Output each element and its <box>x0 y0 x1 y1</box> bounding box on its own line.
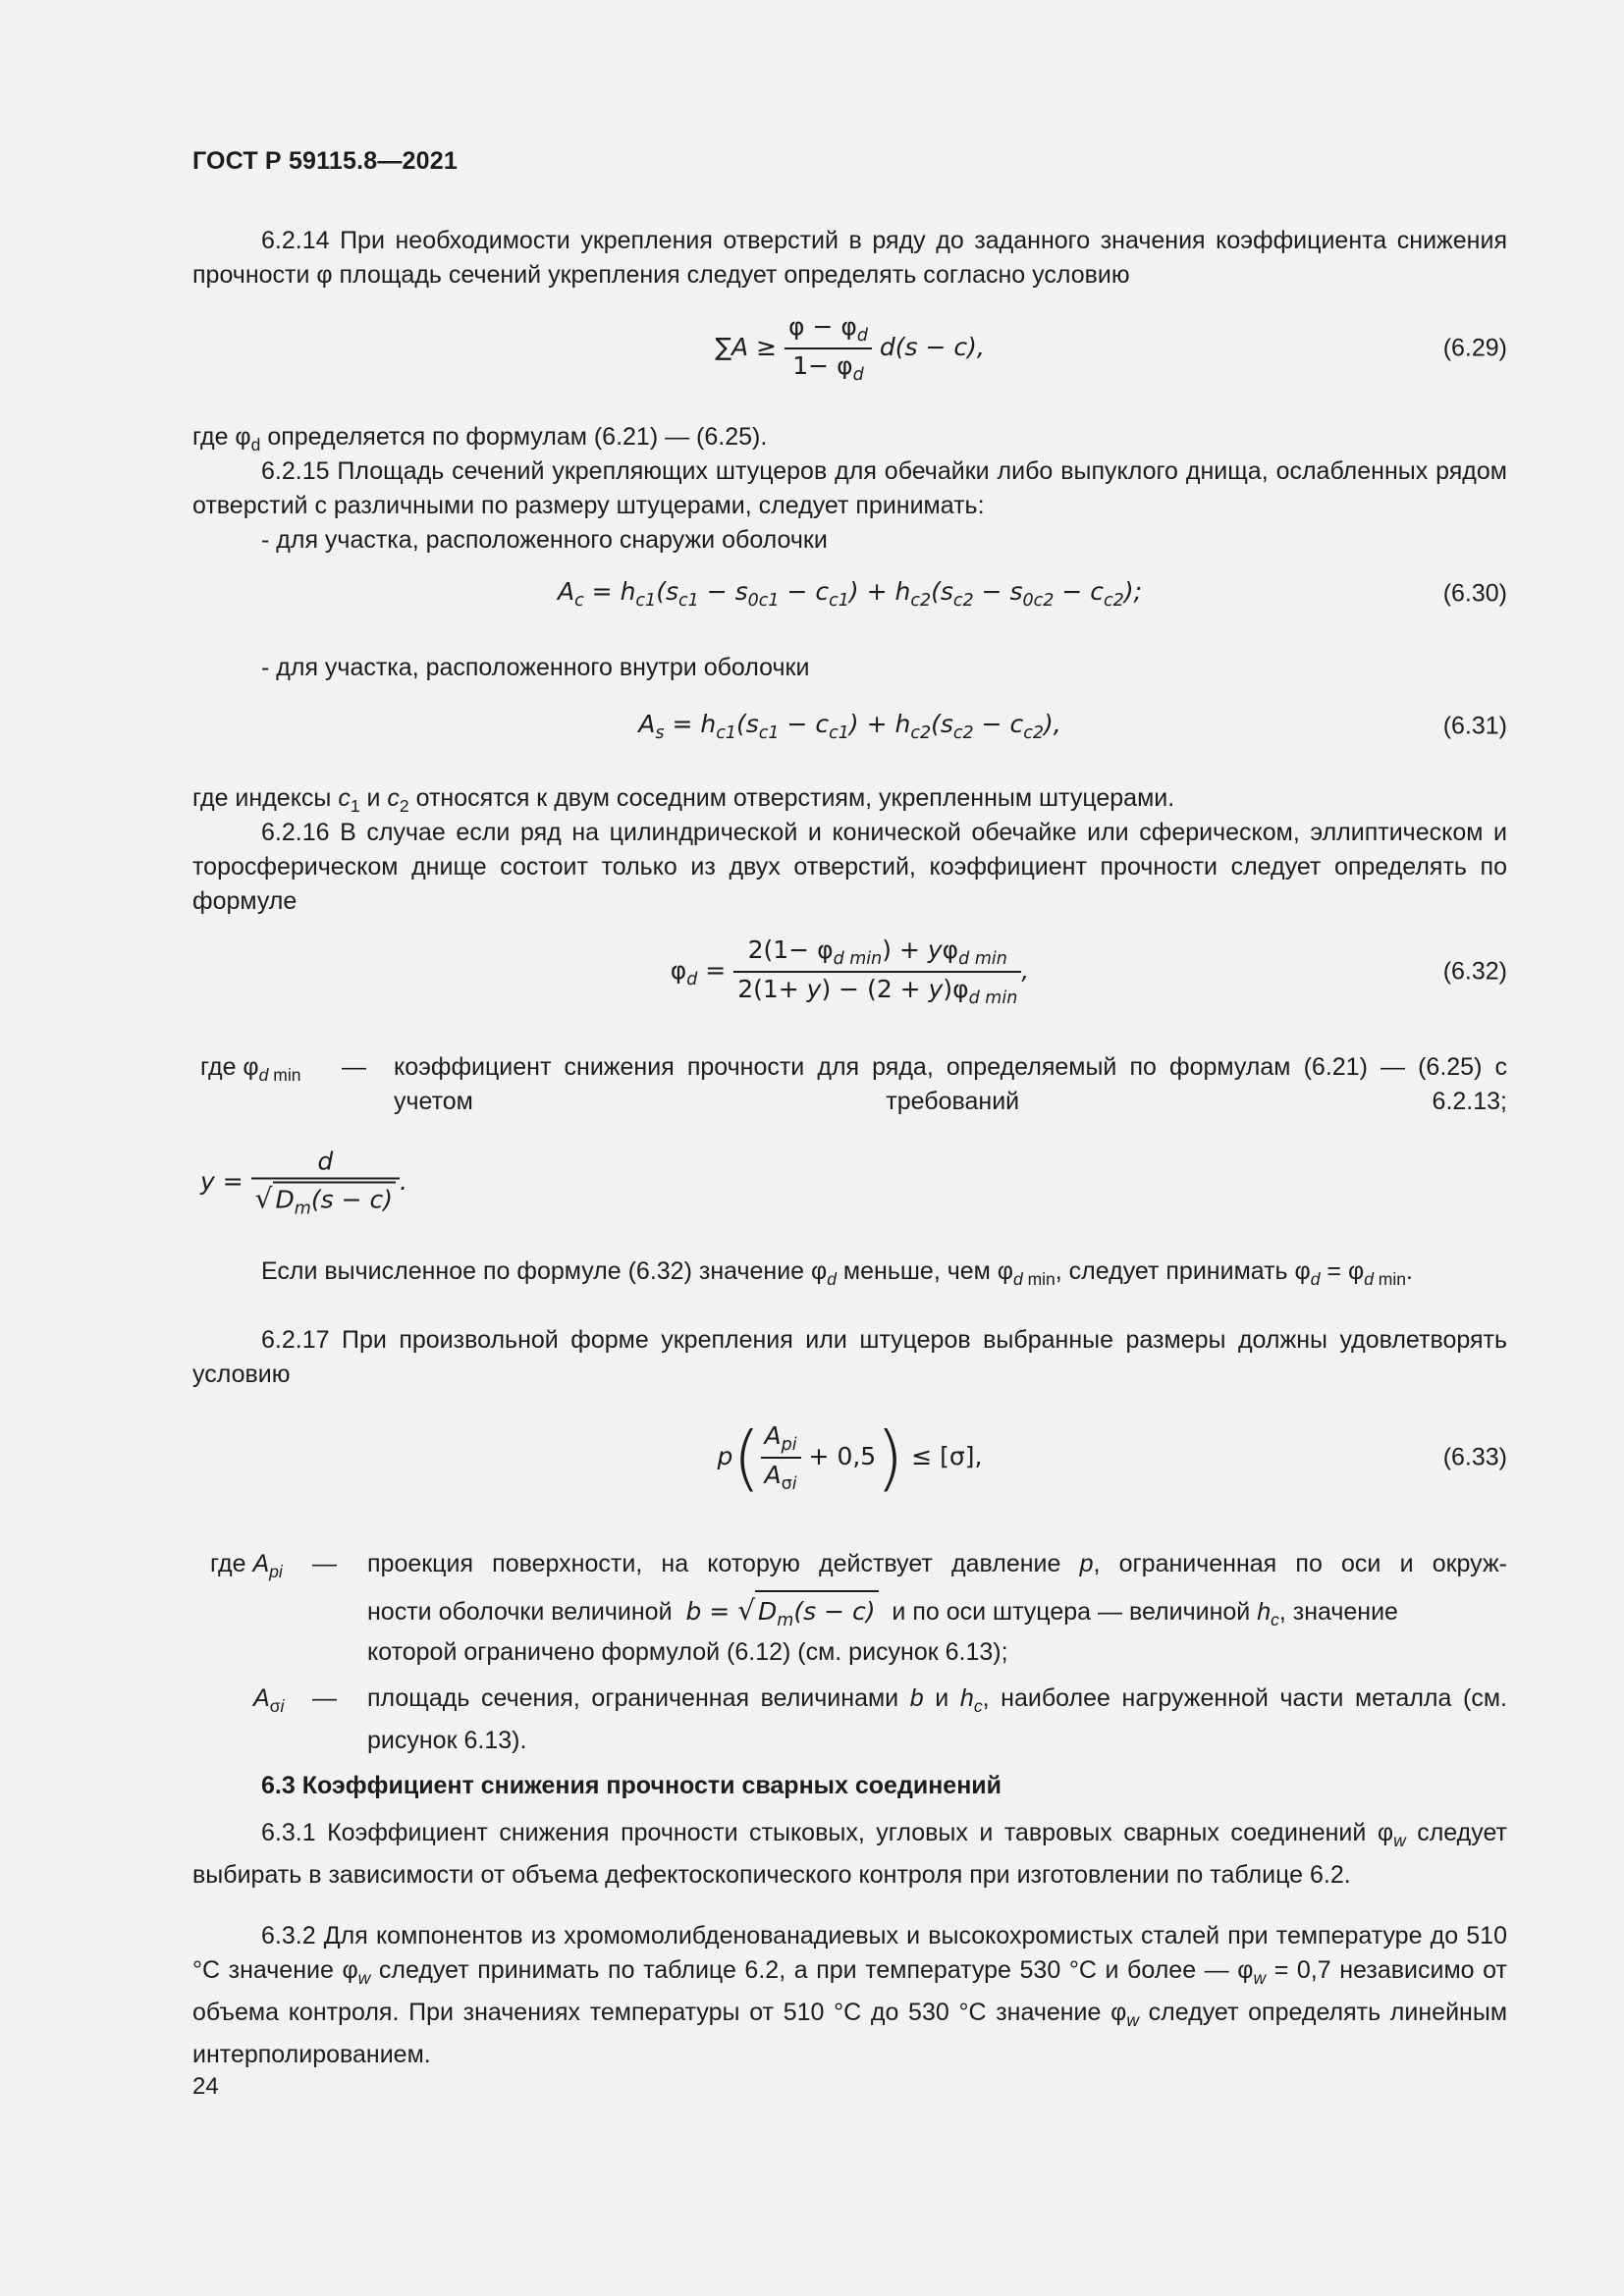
page-number: 24 <box>192 2073 219 2100</box>
definition-a-pi <box>192 1547 1507 1665</box>
definition-dash: — <box>342 1053 366 1081</box>
document-header: ГОСТ Р 59115.8—2021 <box>192 147 458 175</box>
definition-phi-d-min <box>192 1050 1507 1119</box>
definition-dash: — <box>312 1684 337 1712</box>
definition-line-2: ности оболочки величиной b = √ $D_m(s - c)$ и по оси штуцера — величиной $h_c$, значение <box>367 1590 1507 1638</box>
definition-term: где $\varphi_{d min}$ <box>200 1053 301 1085</box>
definition-text: коэффициент снижения прочности для ряда, определяемый по формулам (6.21) — (6.25) с учетом требований 6.2.13; <box>394 1053 1507 1115</box>
definition-line-3: которой ограничено формулой (6.12) (см. рисунок 6.13); <box>367 1638 1008 1666</box>
definition-line-2-start: ности оболочки величиной <box>367 1598 673 1626</box>
definition-term: $A_{\sigma i}$ <box>253 1684 285 1716</box>
definition-line-2-end: и по оси штуцера — величиной $h_c$, значение <box>892 1598 1398 1629</box>
paragraph-if-computed: Если вычисленное по формуле (6.32) значение $\varphi_d$ меньше, чем $\varphi_{d min}$, следует принимать $\varphi_d = \varphi_{d min}$. <box>261 1257 1413 1289</box>
paragraph-6-3-1: 6.3.1 Коэффициент снижения прочности стыковых, угловых и тавровых сварных соединений $\varphi_w$ следует выбирать в зависимости от объема дефектоскопического контроля при изготовлении по таблице 6.2. <box>192 1819 1507 1889</box>
equation-number: (6.32) <box>1442 957 1507 986</box>
inside-section-label: - для участка, расположенного внутри оболочки <box>261 654 810 681</box>
definition-dash: — <box>312 1550 337 1577</box>
paragraph-6-2-16: 6.2.16 В случае если ряд на цилиндрической и конической обечайке или сферическом, эллиптическом и торосферическом днище состоит только из двух отверстий, коэффициент прочности следует определять по формуле <box>192 819 1507 915</box>
equation-number: (6.33) <box>1442 1443 1507 1471</box>
equation-number: (6.31) <box>1442 712 1507 740</box>
paragraph-where-phid: где $\varphi_d$ определяется по формулам (6.21) — (6.25). <box>192 423 768 454</box>
equation-y: y = $\frac{d}{√ D_m(s - c)}$ . <box>200 1147 407 1219</box>
equation-number: (6.30) <box>1442 579 1507 608</box>
paragraph-6-3-2: 6.3.2 Для компонентов из хромомолибденованадиевых и высокохромистых сталей при температуре до 510 °C значение $\varphi_w$ следует принимать по таблице 6.2, а при температуре 530 °C и более — $\varphi_w = 0,7$ независимо от объема контроля. При значениях температуры от 510 °C до 530 °C значение $\varphi_w$ следует определять линейным интерполированием. <box>192 1922 1508 2068</box>
definition-text: площадь сечения, ограниченная величинами b и $h_c$, наиболее нагруженной части металла (см. рисунок 6.13). <box>367 1684 1508 1754</box>
definition-a-sigma-i <box>192 1682 1508 1754</box>
equation-6-30: $A_c = h_{c1}(s_{c1} - s_{0c1} - c_{c1}) + h_{c2}(s_{c2} - s_{0c2} - c_{c2})$; (6.30) <box>557 577 1507 611</box>
equation-6-29: ∑A ≥ $\frac{\varphi - \varphi_d}{1- \varphi_d}$ d(s − c), (6.29) <box>715 312 1507 385</box>
paragraph-6-2-15: 6.2.15 Площадь сечений укрепляющих штуцеров для обечайки либо выпуклого днища, ослабленных рядом отверстий с различными по размеру штуцерами, следует принимать: <box>192 457 1507 519</box>
definition-line-1: проекция поверхности, на которую действует давление p, ограниченная по оси и окруж- <box>367 1550 1508 1577</box>
definition-term: где $A_{pi}$ <box>210 1550 283 1581</box>
paragraph-6-2-14: 6.2.14 При необходимости укрепления отверстий в ряду до заданного значения коэффициента снижения прочности φ площадь сечений укрепления следует определять согласно условию <box>192 227 1507 289</box>
outside-section-label: - для участка, расположенного снаружи оболочки <box>261 526 828 554</box>
equation-6-33: p( $\frac{A_{pi}}{A_{\sigma i}}$ + 0,5) ≤ [σ], (6.33) <box>717 1416 1507 1499</box>
equation-number: (6.29) <box>1442 334 1507 362</box>
paragraph-indices: где индексы $c_1$ и $c_2$ относятся к двум соседним отверстиям, укрепленным штуцерами. <box>192 784 1175 816</box>
paragraph-6-2-17: 6.2.17 При произвольной форме укрепления или штуцеров выбранные размеры должны удовлетворять условию <box>192 1326 1507 1388</box>
equation-6-32: $\varphi_d$ = $\frac{2(1- \varphi_{d min}) + y\varphi_{d min}}{2(1+ y) - (2 + y)\varphi_{d min}}$ , (6.32) <box>670 935 1507 1008</box>
section-heading-6-3: 6.3 Коэффициент снижения прочности сварных соединений <box>261 1772 1002 1799</box>
equation-6-31: $A_s = h_{c1}(s_{c1} - c_{c1}) + h_{c2}(s_{c2} - c_{c2})$, (6.31) <box>638 710 1507 743</box>
